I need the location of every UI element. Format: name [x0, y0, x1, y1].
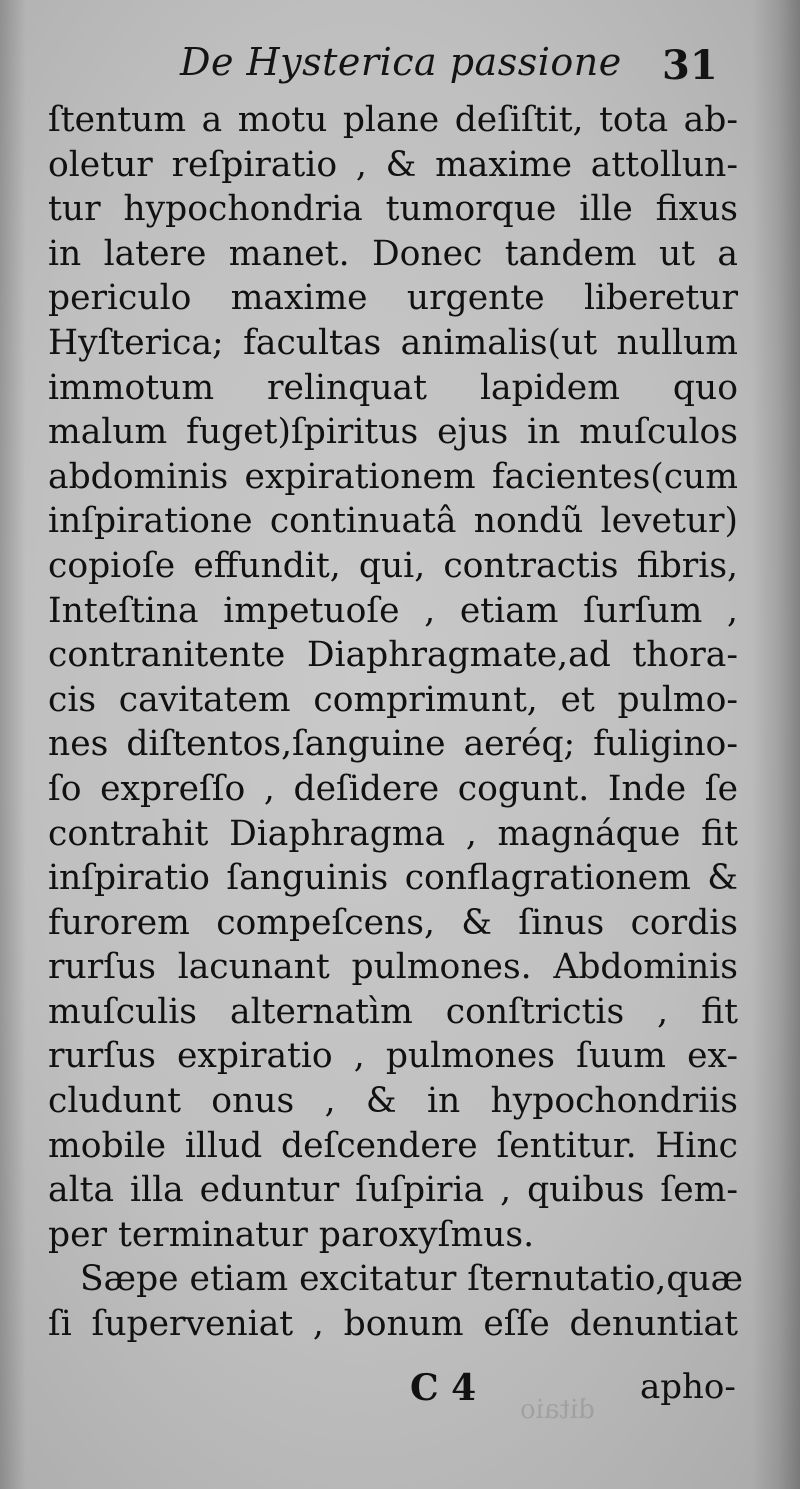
text-line: Sæpe etiam excitatur ſternutatio,quæ: [80, 1259, 744, 1300]
text-line: malum fuget)ſpiritus ejus in muſculos: [48, 412, 738, 453]
text-line: cludunt onus , & in hypochondriis: [48, 1081, 738, 1122]
signature-mark: C 4: [410, 1367, 477, 1409]
page-number: 31: [662, 42, 718, 89]
text-line: in latere manet. Donec tandem ut a: [48, 233, 738, 274]
text-line: Hyſterica; facultas animalis(ut nullum: [48, 322, 738, 363]
text-line: nes diſtentos,ſanguine aeréq; fuligino-: [48, 724, 738, 765]
show-through-text: ditaio: [520, 1395, 595, 1425]
text-line: abdominis expirationem facientes(cum: [48, 456, 738, 497]
text-line: cis cavitatem comprimunt, et pulmo-: [48, 679, 738, 720]
text-line: tur hypochondria tumorque ille fixus: [48, 189, 738, 230]
text-line: contranitente Diaphragmate,ad thora-: [48, 635, 738, 676]
text-line: ſtentum a motu plane deſiſtit, tota ab-: [48, 100, 738, 140]
text-line: mobile illud deſcendere ſentitur. Hinc: [48, 1125, 738, 1166]
running-title: De Hysterica passione: [180, 40, 622, 84]
text-line: contrahit Diaphragma , magnáque fit: [48, 813, 738, 854]
text-line: muſculis alternatìm conſtrictis , fit: [48, 991, 738, 1032]
page-footer: [0, 1365, 800, 1425]
text-line: inſpiratio ſanguinis conflagrationem &: [48, 858, 738, 899]
text-line: periculo maxime urgente liberetur: [48, 278, 738, 319]
catchword: apho-: [640, 1367, 736, 1407]
text-line: ſi ſuperveniat , bonum eſſe denuntiat: [48, 1304, 738, 1345]
text-line: inſpiratione continuatâ nondũ levetur): [48, 501, 738, 542]
page-right-shadow: [752, 0, 800, 1489]
text-line: immotum relinquat lapidem quo: [48, 367, 738, 408]
paragraph-1: [48, 98, 738, 1257]
running-head: [0, 36, 800, 96]
text-line: furorem compeſcens, & ſinus cordis: [48, 902, 738, 943]
text-line: rurſus lacunant pulmones. Abdominis: [48, 947, 738, 988]
text-line: Inteſtina impetuoſe , etiam ſurſum ,: [48, 590, 738, 631]
body-text: [48, 98, 744, 1347]
text-line: ſo expreſſo , deſidere cogunt. Inde ſe: [48, 768, 738, 809]
text-line: copioſe effundit, qui, contractis fibris,: [48, 545, 738, 586]
paragraph-2: [48, 1257, 744, 1346]
text-line: oletur reſpiratio , & maxime attollun-: [48, 144, 738, 185]
page-left-shadow: [0, 0, 26, 1489]
text-line: alta illa eduntur ſuſpiria , quibus ſem-: [48, 1170, 738, 1211]
text-line: rurſus expiratio , pulmones ſuum ex-: [48, 1036, 738, 1077]
text-line: per terminatur paroxyſmus.: [48, 1214, 535, 1255]
